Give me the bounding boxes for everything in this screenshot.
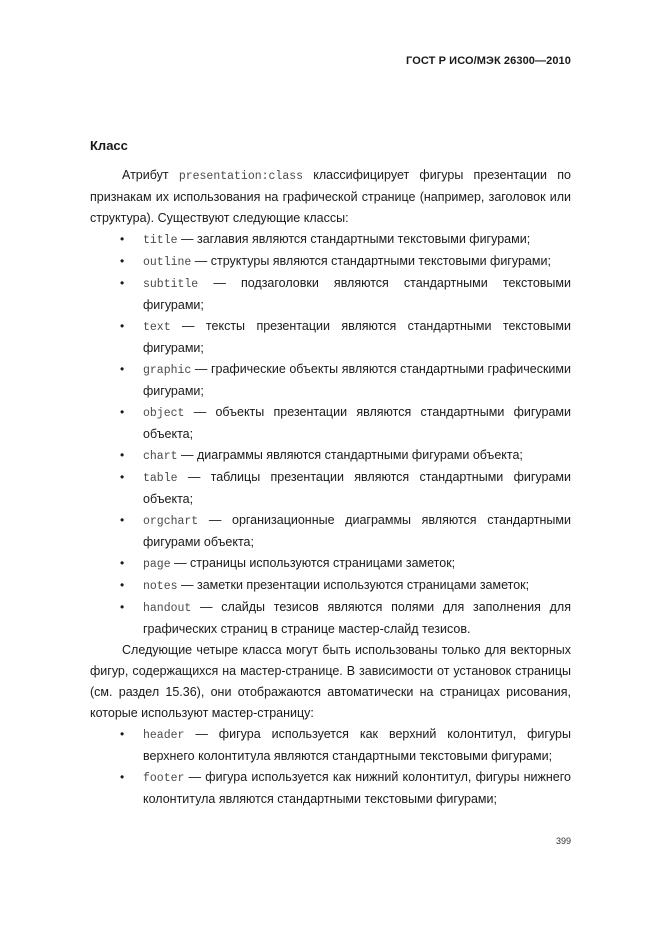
class-code: notes (143, 580, 178, 593)
list-item (90, 510, 571, 553)
list-item (90, 724, 571, 767)
list-item (90, 316, 571, 359)
list-item (90, 575, 571, 597)
class-code: text (143, 321, 171, 334)
class-list (90, 229, 571, 640)
class-code: graphic (143, 364, 192, 377)
intro-text-after: классифицирует фигуры презентации по признакам их использования на графической странице (например, заголовок или структура). Существуют следующие классы: (90, 168, 571, 225)
bullet-icon: • (120, 600, 125, 614)
class-description: — диаграммы являются стандартными фигурами объекта; (177, 448, 523, 462)
class-description: — объекты презентации являются стандартными фигурами объекта; (143, 405, 571, 441)
list-item (90, 251, 571, 273)
master-class-list (90, 724, 571, 810)
list-item (90, 445, 571, 467)
class-code: orgchart (143, 515, 199, 528)
class-code: footer (143, 772, 185, 785)
list-item (90, 553, 571, 575)
class-description: — организационные диаграммы являются стандартными фигурами объекта; (143, 513, 571, 549)
page-header-standard-id: ГОСТ Р ИСО/МЭК 26300—2010 (406, 55, 571, 67)
class-code: chart (143, 450, 178, 463)
class-code: header (143, 729, 185, 742)
bullet-icon: • (120, 276, 125, 290)
class-description: — графические объекты являются стандартными графическими фигурами; (143, 362, 571, 398)
intro-text-before: Атрибут (122, 168, 179, 182)
class-code: object (143, 407, 185, 420)
bullet-icon: • (120, 578, 125, 592)
class-code: title (143, 234, 178, 247)
class-description: — заметки презентации используются страницами заметок; (177, 578, 530, 592)
bullet-icon: • (120, 405, 125, 419)
list-item (90, 273, 571, 316)
class-code: page (143, 558, 171, 571)
page-number: 399 (555, 836, 571, 846)
attribute-code: presentation:class (178, 170, 304, 183)
class-description: — заглавия являются стандартными текстовыми фигурами; (177, 232, 531, 246)
class-description: — страницы используются страницами заметок; (170, 556, 456, 570)
list-item (90, 402, 571, 445)
class-description: — таблицы презентации являются стандартными фигурами объекта; (143, 470, 571, 506)
bullet-icon: • (120, 254, 125, 268)
page-content (90, 135, 571, 810)
class-code: outline (143, 256, 192, 269)
bullet-icon: • (120, 513, 125, 527)
class-description: — подзаголовки являются стандартными текстовыми фигурами; (143, 276, 571, 312)
list-item (90, 229, 571, 251)
class-description: — тексты презентации являются стандартными текстовыми фигурами; (143, 319, 571, 355)
master-page-paragraph: Следующие четыре класса могут быть использованы только для векторных фигур, содержащихся на мастер-странице. В зависимости от установок страницы (см. раздел 15.36), они отображаются автоматически на страницах рисования, которые используют мастер-страницу: (90, 643, 571, 720)
class-code: table (143, 472, 178, 485)
bullet-icon: • (120, 470, 125, 484)
section-heading: Класс (90, 138, 128, 153)
class-description: — фигура используется как нижний колонтитул, фигуры нижнего колонтитула являются стандартными текстовыми фигурами; (143, 770, 571, 806)
class-description: — слайды тезисов являются полями для заполнения для графических страниц в странице мастер-слайд тезисов. (143, 600, 571, 636)
class-description: — структуры являются стандартными текстовыми фигурами; (191, 254, 551, 268)
list-item (90, 597, 571, 640)
bullet-icon: • (120, 362, 125, 376)
bullet-icon: • (120, 232, 125, 246)
list-item (90, 359, 571, 402)
class-description: — фигура используется как верхний колонтитул, фигуры верхнего колонтитула являются стандартными текстовыми фигурами; (143, 727, 571, 763)
intro-paragraph (90, 165, 571, 229)
bullet-icon: • (120, 556, 125, 570)
bullet-icon: • (120, 727, 125, 741)
class-code: handout (143, 602, 192, 615)
bullet-icon: • (120, 319, 125, 333)
bullet-icon: • (120, 770, 125, 784)
bullet-icon: • (120, 448, 125, 462)
list-item (90, 767, 571, 810)
class-code: subtitle (143, 278, 199, 291)
list-item (90, 467, 571, 510)
